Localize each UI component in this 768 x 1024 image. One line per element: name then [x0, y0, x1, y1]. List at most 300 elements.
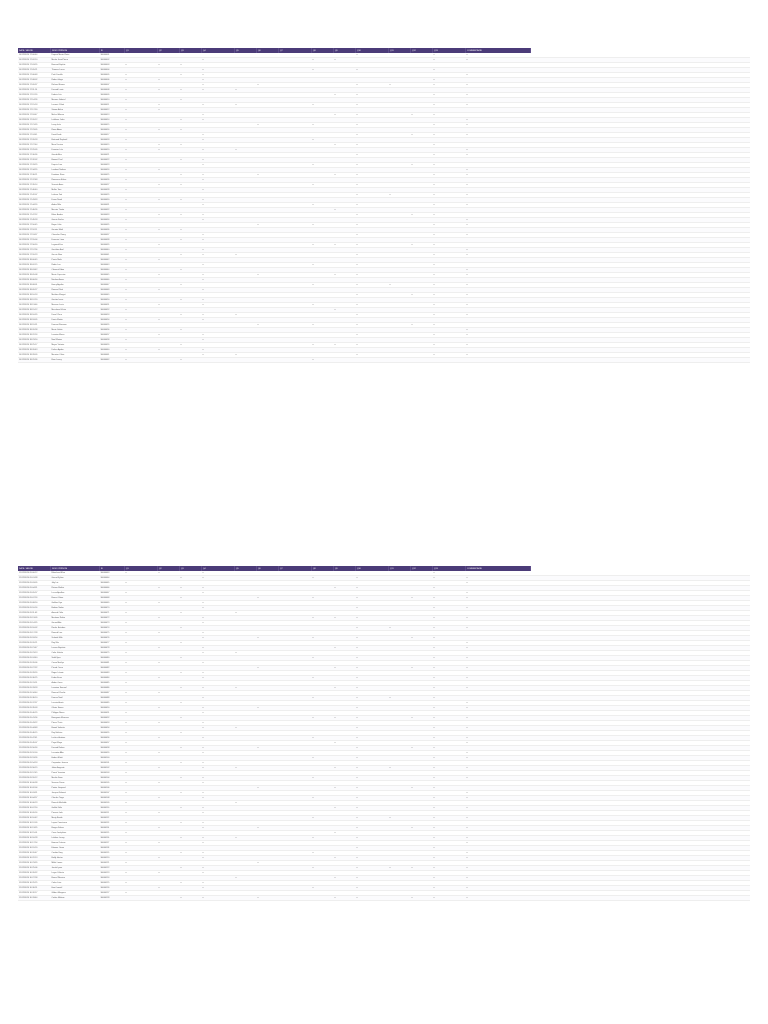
- table-cell: Meyer Victoire: [51, 343, 100, 348]
- table-cell: 15/12/2020 10:19:20: [18, 846, 51, 851]
- table-cell: 36000084: [100, 676, 125, 681]
- table-cell: x: [125, 791, 158, 796]
- table-cell: x: [202, 133, 235, 138]
- table-cell: 14/12/2020 17:00:44: [18, 53, 51, 58]
- table-cell: x: [202, 303, 235, 308]
- table-cell: 36000002: [100, 58, 125, 63]
- table-cell: David Jade: [51, 133, 100, 138]
- table-cell: x: [433, 223, 466, 228]
- table-cell: 14/12/2020 17:11:14: [18, 88, 51, 93]
- table-cell: x: [466, 591, 531, 596]
- table-cell: x: [411, 826, 433, 831]
- table-cell: x: [466, 806, 531, 811]
- table-cell: x: [466, 233, 531, 238]
- table-cell: x: [466, 248, 531, 253]
- table-cell: x: [202, 761, 235, 766]
- table-cell: 14/12/2020 17:49:18: [18, 218, 51, 223]
- table-cell: x: [180, 776, 202, 781]
- table-cell: x: [433, 746, 466, 751]
- table-cell: x: [433, 193, 466, 198]
- table-cell: x: [202, 706, 235, 711]
- table-cell: 36000035: [100, 223, 125, 228]
- table-cell: Duval Clara: [51, 313, 100, 318]
- table-cell: x: [312, 138, 334, 143]
- table-cell: x: [356, 786, 389, 791]
- table-cell: x: [466, 193, 531, 198]
- table-cell: Roussel Noé: [51, 288, 100, 293]
- table-cell: Barbier Nolan: [51, 606, 100, 611]
- table-cell: 36000128: [100, 896, 125, 901]
- table-cell: Philippe Ninon: [51, 711, 100, 716]
- table-cell: 14/12/2020 17:08:02: [18, 78, 51, 83]
- table-cell: x: [125, 88, 158, 93]
- table-cell: 15/12/2020 09:07:24: [18, 596, 51, 601]
- table-cell: 14/12/2020 17:43:33: [18, 198, 51, 203]
- table-cell: x: [356, 213, 389, 218]
- table-cell: x: [180, 183, 202, 188]
- table-cell: Benoit Valentin: [51, 726, 100, 731]
- table-cell: x: [433, 273, 466, 278]
- table-cell: 14/12/2020 18:03:42: [18, 268, 51, 273]
- table-cell: x: [356, 353, 389, 358]
- table-cell: 36000036: [100, 228, 125, 233]
- table-cell: x: [389, 816, 411, 821]
- table-cell: x: [466, 123, 531, 128]
- table-cell: 14/12/2020 18:20:58: [18, 328, 51, 333]
- table-cell: 14/12/2020 17:12:59: [18, 93, 51, 98]
- column-header: Q3: [180, 48, 202, 53]
- table-cell: 36000020: [100, 148, 125, 153]
- table-cell: x: [466, 741, 531, 746]
- table-cell: 15/12/2020 10:13:35: [18, 826, 51, 831]
- table-cell: 15/12/2020 09:30:25: [18, 676, 51, 681]
- table-cell: x: [180, 836, 202, 841]
- table-cell: Thomas Lucas: [51, 68, 100, 73]
- table-cell: 36000113: [100, 821, 125, 826]
- table-cell: x: [433, 586, 466, 591]
- table-cell: Leroy Inès: [51, 123, 100, 128]
- table-cell: x: [356, 586, 389, 591]
- table-cell: Picard Oscar: [51, 666, 100, 671]
- table-cell: 15/12/2020 10:02:04: [18, 786, 51, 791]
- table-cell: x: [202, 263, 235, 268]
- table-cell: x: [202, 881, 235, 886]
- table-cell: Richard Emma: [51, 83, 100, 88]
- table-cell: x: [158, 736, 180, 741]
- table-cell: 14/12/2020 17:59:23: [18, 253, 51, 258]
- table-cell: x: [433, 58, 466, 63]
- table-cell: Girard Alice: [51, 153, 100, 158]
- table-cell: x: [125, 661, 158, 666]
- table-cell: x: [202, 158, 235, 163]
- table-cell: x: [411, 896, 433, 901]
- table-cell: x: [312, 283, 334, 288]
- table-cell: x: [334, 686, 356, 691]
- table-cell: x: [389, 866, 411, 871]
- table-cell: Leger Céleste: [51, 871, 100, 876]
- table-cell: x: [466, 273, 531, 278]
- table-cell: x: [257, 861, 279, 866]
- table-cell: x: [356, 193, 389, 198]
- table-cell: x: [466, 856, 531, 861]
- table-cell: x: [202, 696, 235, 701]
- table-cell: 36000011: [100, 103, 125, 108]
- table-cell: 36000022: [100, 158, 125, 163]
- table-cell: 14/12/2020 17:34:55: [18, 168, 51, 173]
- table-cell: x: [158, 168, 180, 173]
- table-cell: x: [312, 676, 334, 681]
- table-cell: x: [466, 706, 531, 711]
- table-cell: x: [312, 596, 334, 601]
- table-cell: 36000001: [100, 53, 125, 58]
- table-cell: x: [466, 866, 531, 871]
- table-cell: 14/12/2020 18:29:36: [18, 358, 51, 363]
- table-cell: 36000121: [100, 861, 125, 866]
- table-cell: x: [433, 596, 466, 601]
- table-cell: 15/12/2020 09:16:02: [18, 626, 51, 631]
- table-cell: x: [125, 208, 158, 213]
- table-cell: x: [312, 58, 334, 63]
- table-cell: x: [433, 606, 466, 611]
- table-cell: 14/12/2020 17:21:39: [18, 123, 51, 128]
- table-cell: Masson Lucie: [51, 303, 100, 308]
- table-cell: 15/12/2020 09:50:34: [18, 746, 51, 751]
- table-cell: Morel Louise: [51, 143, 100, 148]
- table-cell: Brun Lenny: [51, 358, 100, 363]
- table-cell: 36000082: [100, 666, 125, 671]
- table-cell: x: [180, 821, 202, 826]
- table-cell: x: [433, 343, 466, 348]
- table-cell: x: [411, 243, 433, 248]
- table-cell: x: [312, 796, 334, 801]
- table-cell: x: [411, 293, 433, 298]
- table-cell: Clement Eden: [51, 268, 100, 273]
- table-cell: 36000069: [100, 601, 125, 606]
- responses-table-1: [18, 48, 750, 363]
- table-cell: Colas Livia: [51, 881, 100, 886]
- table-cell: 36000024: [100, 168, 125, 173]
- table-cell: x: [356, 233, 389, 238]
- table-cell: 14/12/2020 17:09:37: [18, 83, 51, 88]
- table-cell: 14/12/2020 18:13:46: [18, 303, 51, 308]
- table-cell: Durand Louis: [51, 88, 100, 93]
- table-cell: x: [180, 328, 202, 333]
- table-cell: x: [202, 806, 235, 811]
- table-cell: 14/12/2020 18:18:05: [18, 318, 51, 323]
- table-cell: x: [125, 571, 158, 576]
- table-cell: x: [125, 78, 158, 83]
- table-cell: [356, 358, 389, 363]
- table-cell: x: [202, 103, 235, 108]
- table-cell: x: [334, 343, 356, 348]
- table-cell: x: [125, 841, 158, 846]
- table-cell: 36000119: [100, 851, 125, 856]
- table-cell: x: [466, 656, 531, 661]
- table-cell: 36000062: [100, 358, 125, 363]
- table-cell: 36000055: [100, 323, 125, 328]
- table-cell: x: [158, 751, 180, 756]
- table-cell: x: [433, 203, 466, 208]
- table-cell: 15/12/2020 09:05:57: [18, 591, 51, 596]
- table-cell: 36000025: [100, 173, 125, 178]
- table-cell: x: [334, 741, 356, 746]
- table-cell: x: [433, 896, 466, 901]
- table-cell: 36000028: [100, 188, 125, 193]
- table-cell: x: [356, 173, 389, 178]
- column-header: Q13: [433, 566, 466, 571]
- table-cell: 15/12/2020 09:00:12: [18, 571, 51, 576]
- table-cell: x: [125, 741, 158, 746]
- table-cell: x: [125, 581, 158, 586]
- table-cell: x: [433, 706, 466, 711]
- table-cell: x: [125, 831, 158, 836]
- table-cell: x: [312, 716, 334, 721]
- table-cell: 15/12/2020 09:31:51: [18, 681, 51, 686]
- table-cell: x: [158, 841, 180, 846]
- table-cell: x: [158, 213, 180, 218]
- table-cell: 15/12/2020 09:24:40: [18, 656, 51, 661]
- table-cell: x: [202, 671, 235, 676]
- table-cell: x: [433, 283, 466, 288]
- table-cell: 36000081: [100, 661, 125, 666]
- column-header: Q8: [312, 48, 334, 53]
- table-cell: x: [125, 308, 158, 313]
- table-cell: x: [202, 736, 235, 741]
- table-cell: Vasseur Diane: [51, 781, 100, 786]
- table-cell: x: [235, 766, 257, 771]
- table-cell: x: [356, 746, 389, 751]
- table-cell: 36000046: [100, 278, 125, 283]
- table-cell: x: [356, 866, 389, 871]
- table-cell: 14/12/2020 17:27:44: [18, 143, 51, 148]
- table-cell: Petit Camille: [51, 73, 100, 78]
- table-cell: x: [180, 761, 202, 766]
- table-cell: 14/12/2020 17:32:02: [18, 158, 51, 163]
- table-cell: 36000034: [100, 218, 125, 223]
- table-cell: x: [312, 358, 334, 363]
- table-cell: 36000031: [100, 203, 125, 208]
- table-cell: x: [433, 686, 466, 691]
- table-cell: x: [202, 616, 235, 621]
- table-cell: x: [180, 686, 202, 691]
- table-cell: x: [158, 616, 180, 621]
- table-cell: x: [125, 891, 158, 896]
- table-cell: x: [202, 88, 235, 93]
- table-cell: x: [202, 651, 235, 656]
- table-cell: x: [125, 218, 158, 223]
- table-cell: 36000114: [100, 826, 125, 831]
- table-cell: 36000107: [100, 791, 125, 796]
- table-cell: 14/12/2020 18:19:31: [18, 323, 51, 328]
- table-cell: x: [356, 253, 389, 258]
- table-cell: x: [202, 576, 235, 581]
- column-header: Q5: [235, 566, 257, 571]
- table-cell: 15/12/2020 09:59:12: [18, 776, 51, 781]
- table-cell: x: [312, 886, 334, 891]
- table-cell: x: [180, 791, 202, 796]
- column-header: DATE / HEURE: [18, 566, 51, 571]
- table-cell: x: [202, 198, 235, 203]
- table-cell: Hamon Océane: [51, 841, 100, 846]
- table-cell: x: [158, 88, 180, 93]
- table-cell: 36000042: [100, 258, 125, 263]
- table-cell: x: [257, 706, 279, 711]
- table-cell: 15/12/2020 10:29:25: [18, 881, 51, 886]
- table-cell: x: [466, 203, 531, 208]
- table-cell: Arnaud Célia: [51, 611, 100, 616]
- table-cell: 14/12/2020 18:16:39: [18, 313, 51, 318]
- table-cell: x: [180, 641, 202, 646]
- table-cell: x: [466, 666, 531, 671]
- table-cell: x: [125, 158, 158, 163]
- table-cell: x: [180, 118, 202, 123]
- table-cell: x: [180, 671, 202, 676]
- table-cell: 15/12/2020 09:34:44: [18, 691, 51, 696]
- table-cell: Roche Esteban: [51, 626, 100, 631]
- table-cell: x: [466, 343, 531, 348]
- table-cell: Martin Jean-Pierre: [51, 58, 100, 63]
- table-cell: Renard Lise: [51, 631, 100, 636]
- table-cell: 36000013: [100, 113, 125, 118]
- table-cell: Fournier Léo: [51, 148, 100, 153]
- table-cell: Prevost Lola: [51, 811, 100, 816]
- table-cell: x: [125, 188, 158, 193]
- table-cell: x: [158, 228, 180, 233]
- table-cell: 36000032: [100, 208, 125, 213]
- table-cell: x: [466, 133, 531, 138]
- table-cell: 14/12/2020 18:10:53: [18, 293, 51, 298]
- table-cell: x: [466, 606, 531, 611]
- table-cell: Fontaine Rose: [51, 173, 100, 178]
- table-cell: x: [125, 871, 158, 876]
- column-header: Q2: [158, 566, 180, 571]
- table-cell: x: [433, 123, 466, 128]
- table-cell: 36000093: [100, 721, 125, 726]
- table-cell: 36000098: [100, 746, 125, 751]
- table-cell: 36000004: [100, 68, 125, 73]
- table-cell: x: [433, 626, 466, 631]
- table-cell: 15/12/2020 09:27:32: [18, 666, 51, 671]
- table-cell: x: [125, 248, 158, 253]
- table-cell: x: [180, 63, 202, 68]
- table-cell: x: [257, 896, 279, 901]
- table-cell: x: [356, 756, 389, 761]
- table-cell: x: [180, 253, 202, 258]
- table-cell: x: [356, 716, 389, 721]
- table-cell: x: [312, 323, 334, 328]
- table-cell: 14/12/2020 17:47:52: [18, 213, 51, 218]
- table-cell: Charles Tiago: [51, 796, 100, 801]
- table-cell: 14/12/2020 18:00:49: [18, 258, 51, 263]
- table-cell: x: [312, 163, 334, 168]
- table-cell: 14/12/2020 17:26:18: [18, 138, 51, 143]
- table-cell: x: [180, 746, 202, 751]
- table-cell: x: [125, 771, 158, 776]
- table-cell: x: [356, 203, 389, 208]
- table-cell: x: [433, 676, 466, 681]
- table-cell: 36000009: [100, 93, 125, 98]
- table-cell: 14/12/2020 18:22:24: [18, 333, 51, 338]
- table-cell: x: [312, 736, 334, 741]
- table-cell: 36000021: [100, 153, 125, 158]
- table-cell: x: [202, 601, 235, 606]
- table-cell: Carpentier Jeanne: [51, 761, 100, 766]
- table-cell: Carlier Malone: [51, 896, 100, 901]
- table-cell: 36000044: [100, 268, 125, 273]
- column-header: Q12: [411, 48, 433, 53]
- table-cell: Durand Ruben: [51, 746, 100, 751]
- table-cell: x: [125, 268, 158, 273]
- table-cell: x: [433, 113, 466, 118]
- table-cell: x: [158, 586, 180, 591]
- table-cell: x: [334, 856, 356, 861]
- table-cell: 36000037: [100, 233, 125, 238]
- table-cell: x: [158, 676, 180, 681]
- table-cell: x: [466, 168, 531, 173]
- table-cell: 36000058: [100, 338, 125, 343]
- table-cell: Payet Maya: [51, 741, 100, 746]
- table-cell: x: [202, 781, 235, 786]
- table-cell: x: [356, 826, 389, 831]
- table-cell: x: [180, 806, 202, 811]
- table-cell: x: [202, 871, 235, 876]
- table-cell: x: [125, 128, 158, 133]
- table-cell: x: [466, 646, 531, 651]
- table-cell: Renaud Charlie: [51, 691, 100, 696]
- table-cell: 14/12/2020 18:12:20: [18, 298, 51, 303]
- table-cell: x: [466, 816, 531, 821]
- table-cell: x: [356, 243, 389, 248]
- table-cell: x: [125, 258, 158, 263]
- table-cell: 36000047: [100, 283, 125, 288]
- table-cell: 15/12/2020 09:57:45: [18, 771, 51, 776]
- spreadsheet-page-1: [18, 48, 750, 363]
- table-cell: x: [180, 851, 202, 856]
- table-cell: x: [158, 871, 180, 876]
- table-cell: x: [158, 258, 180, 263]
- table-cell: x: [356, 656, 389, 661]
- table-cell: x: [433, 103, 466, 108]
- table-cell: 14/12/2020 17:55:04: [18, 238, 51, 243]
- table-cell: x: [356, 163, 389, 168]
- table-cell: x: [433, 93, 466, 98]
- table-cell: 15/12/2020 09:01:38: [18, 576, 51, 581]
- table-cell: x: [466, 53, 531, 58]
- table-cell: x: [356, 686, 389, 691]
- table-cell: x: [235, 726, 257, 731]
- table-cell: 36000048: [100, 288, 125, 293]
- table-cell: x: [312, 68, 334, 73]
- column-header: Q4: [202, 48, 235, 53]
- table-cell: x: [202, 233, 235, 238]
- table-cell: Robert Hugo: [51, 78, 100, 83]
- table-cell: x: [312, 343, 334, 348]
- table-cell: x: [466, 328, 531, 333]
- table-cell: x: [158, 811, 180, 816]
- table-cell: x: [466, 83, 531, 88]
- table-cell: x: [202, 78, 235, 83]
- table-cell: x: [466, 118, 531, 123]
- table-cell: x: [312, 696, 334, 701]
- table-cell: x: [125, 761, 158, 766]
- table-cell: 36000054: [100, 318, 125, 323]
- table-cell: x: [411, 213, 433, 218]
- table-cell: Perrin Malo: [51, 258, 100, 263]
- table-cell: x: [356, 816, 389, 821]
- table-cell: x: [433, 816, 466, 821]
- table-cell: 36000045: [100, 273, 125, 278]
- table-cell: Legrand Eva: [51, 243, 100, 248]
